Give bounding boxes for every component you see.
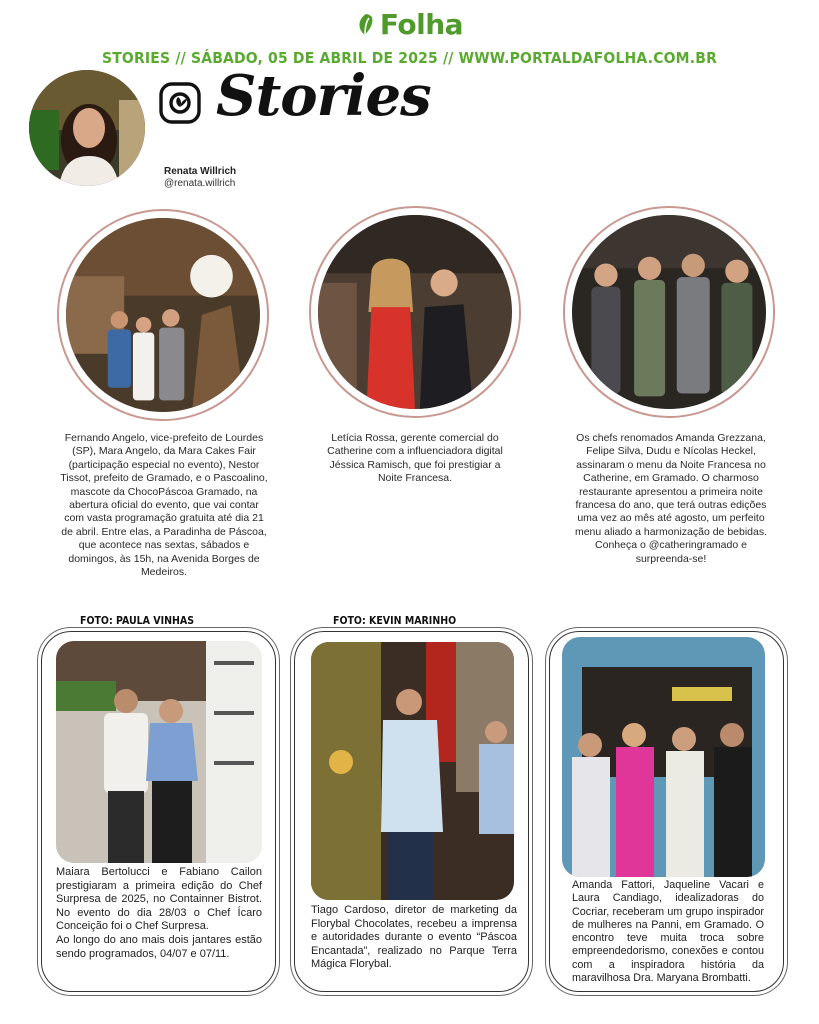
circle-photo-1 bbox=[57, 209, 269, 421]
event-photo bbox=[311, 642, 514, 900]
frame-3 bbox=[549, 631, 784, 992]
circle-caption-3: Os chefs renomados Amanda Grezzana, Felipe Silva, Dudu e Nícolas Heckel, assinaram o menu da Noite Francesa no Catherine, em Gramado. O charmoso restaurante apresentou a primeira noite francesa do ano, que terá outras edições uma vez ao mês até agosto, um perfeito menu aliado a harmonização de bebidas. Conheça o @catheringramado e surpreenda-se! bbox=[574, 432, 768, 565]
frame-caption-2 bbox=[311, 904, 517, 972]
frame-photo-2 bbox=[311, 642, 514, 900]
frame-2 bbox=[294, 631, 529, 992]
instagram-icon[interactable] bbox=[158, 81, 202, 125]
brand-logo[interactable]: Folha bbox=[379, 8, 464, 41]
event-photo bbox=[66, 218, 260, 412]
circle-caption-1: Fernando Angelo, vice-prefeito de Lourdes (SP), Mara Angelo, da Mara Cakes Fair (participação especial no evento), Nestor Tissot, prefeito de Gramado, e o Pascoalino, mascote da ChocoPáscoa Gramado, na abertura oficial do evento, que vai contar com vasta programação gratuita até dia 21 de abril. Entre elas, a Paradinha de Páscoa, que acontece nas sextas, sábados e domingos, às 15h, na Avenida Borges de Medeiros. bbox=[60, 432, 268, 579]
frame-photo-3 bbox=[562, 637, 765, 877]
frame-photo-1 bbox=[56, 641, 262, 863]
frame-caption-1-p1: Maiara Bertolucci e Fabiano Cailon prestigiaram a primeira edição do Chef Surpresa de 2025, no Containner Bistrot. No evento do dia 28/03 o Chef Ícaro Conceição foi o Chef Surpresa. bbox=[56, 866, 262, 933]
masthead bbox=[0, 8, 819, 42]
event-photo bbox=[56, 641, 262, 863]
author-avatar bbox=[29, 70, 145, 186]
circle-caption-2: Letícia Rossa, gerente comercial do Catherine com a influenciadora digital Jéssica Ramisch, que foi prestigiar a Noite Francesa. bbox=[327, 432, 503, 485]
frame-1 bbox=[41, 631, 276, 992]
frame-caption-2-p1: Tiago Cardoso, diretor de marketing da Florybal Chocolates, recebeu a imprensa e autoridades durante o evento “Páscoa Encantada”, realizado no Parque Terra Mágica Florybal. bbox=[311, 904, 517, 971]
photo-credit-1: FOTO: PAULA VINHAS bbox=[80, 615, 195, 627]
frame-caption-3 bbox=[572, 879, 764, 985]
event-photo bbox=[318, 215, 512, 409]
column-title: Stories bbox=[216, 63, 431, 129]
event-photo bbox=[562, 637, 765, 877]
circle-photo-3 bbox=[563, 206, 775, 418]
frame-caption-1 bbox=[56, 866, 262, 961]
author-handle[interactable]: @renata.willrich bbox=[164, 178, 236, 189]
circle-photo-2 bbox=[309, 206, 521, 418]
photo-credit-2: FOTO: KEVIN MARINHO bbox=[333, 615, 457, 627]
frame-caption-1-p2: Ao longo do ano mais dois jantares estão sendo programados, 04/07 e 07/11. bbox=[56, 933, 262, 960]
author-name: Renata Willrich bbox=[164, 166, 237, 177]
frame-caption-3-p1: Amanda Fattori, Jaqueline Vacari e Laura Candiago, idealizadoras do Cocriar, receberam um grupo inspirador de mulheres na Panni, em Gramado. O encontro teve muita troca sobre empreendedorismo, conexões e contou com a inspiradora história da maravilhosa Dra. Maryana Brombatti. bbox=[572, 879, 764, 985]
dateline: STORIES // SÁBADO, 05 DE ABRIL DE 2025 // WWW.PORTALDAFOLHA.COM.BR bbox=[101, 49, 718, 67]
event-photo bbox=[572, 215, 766, 409]
leaf-icon bbox=[356, 13, 376, 37]
